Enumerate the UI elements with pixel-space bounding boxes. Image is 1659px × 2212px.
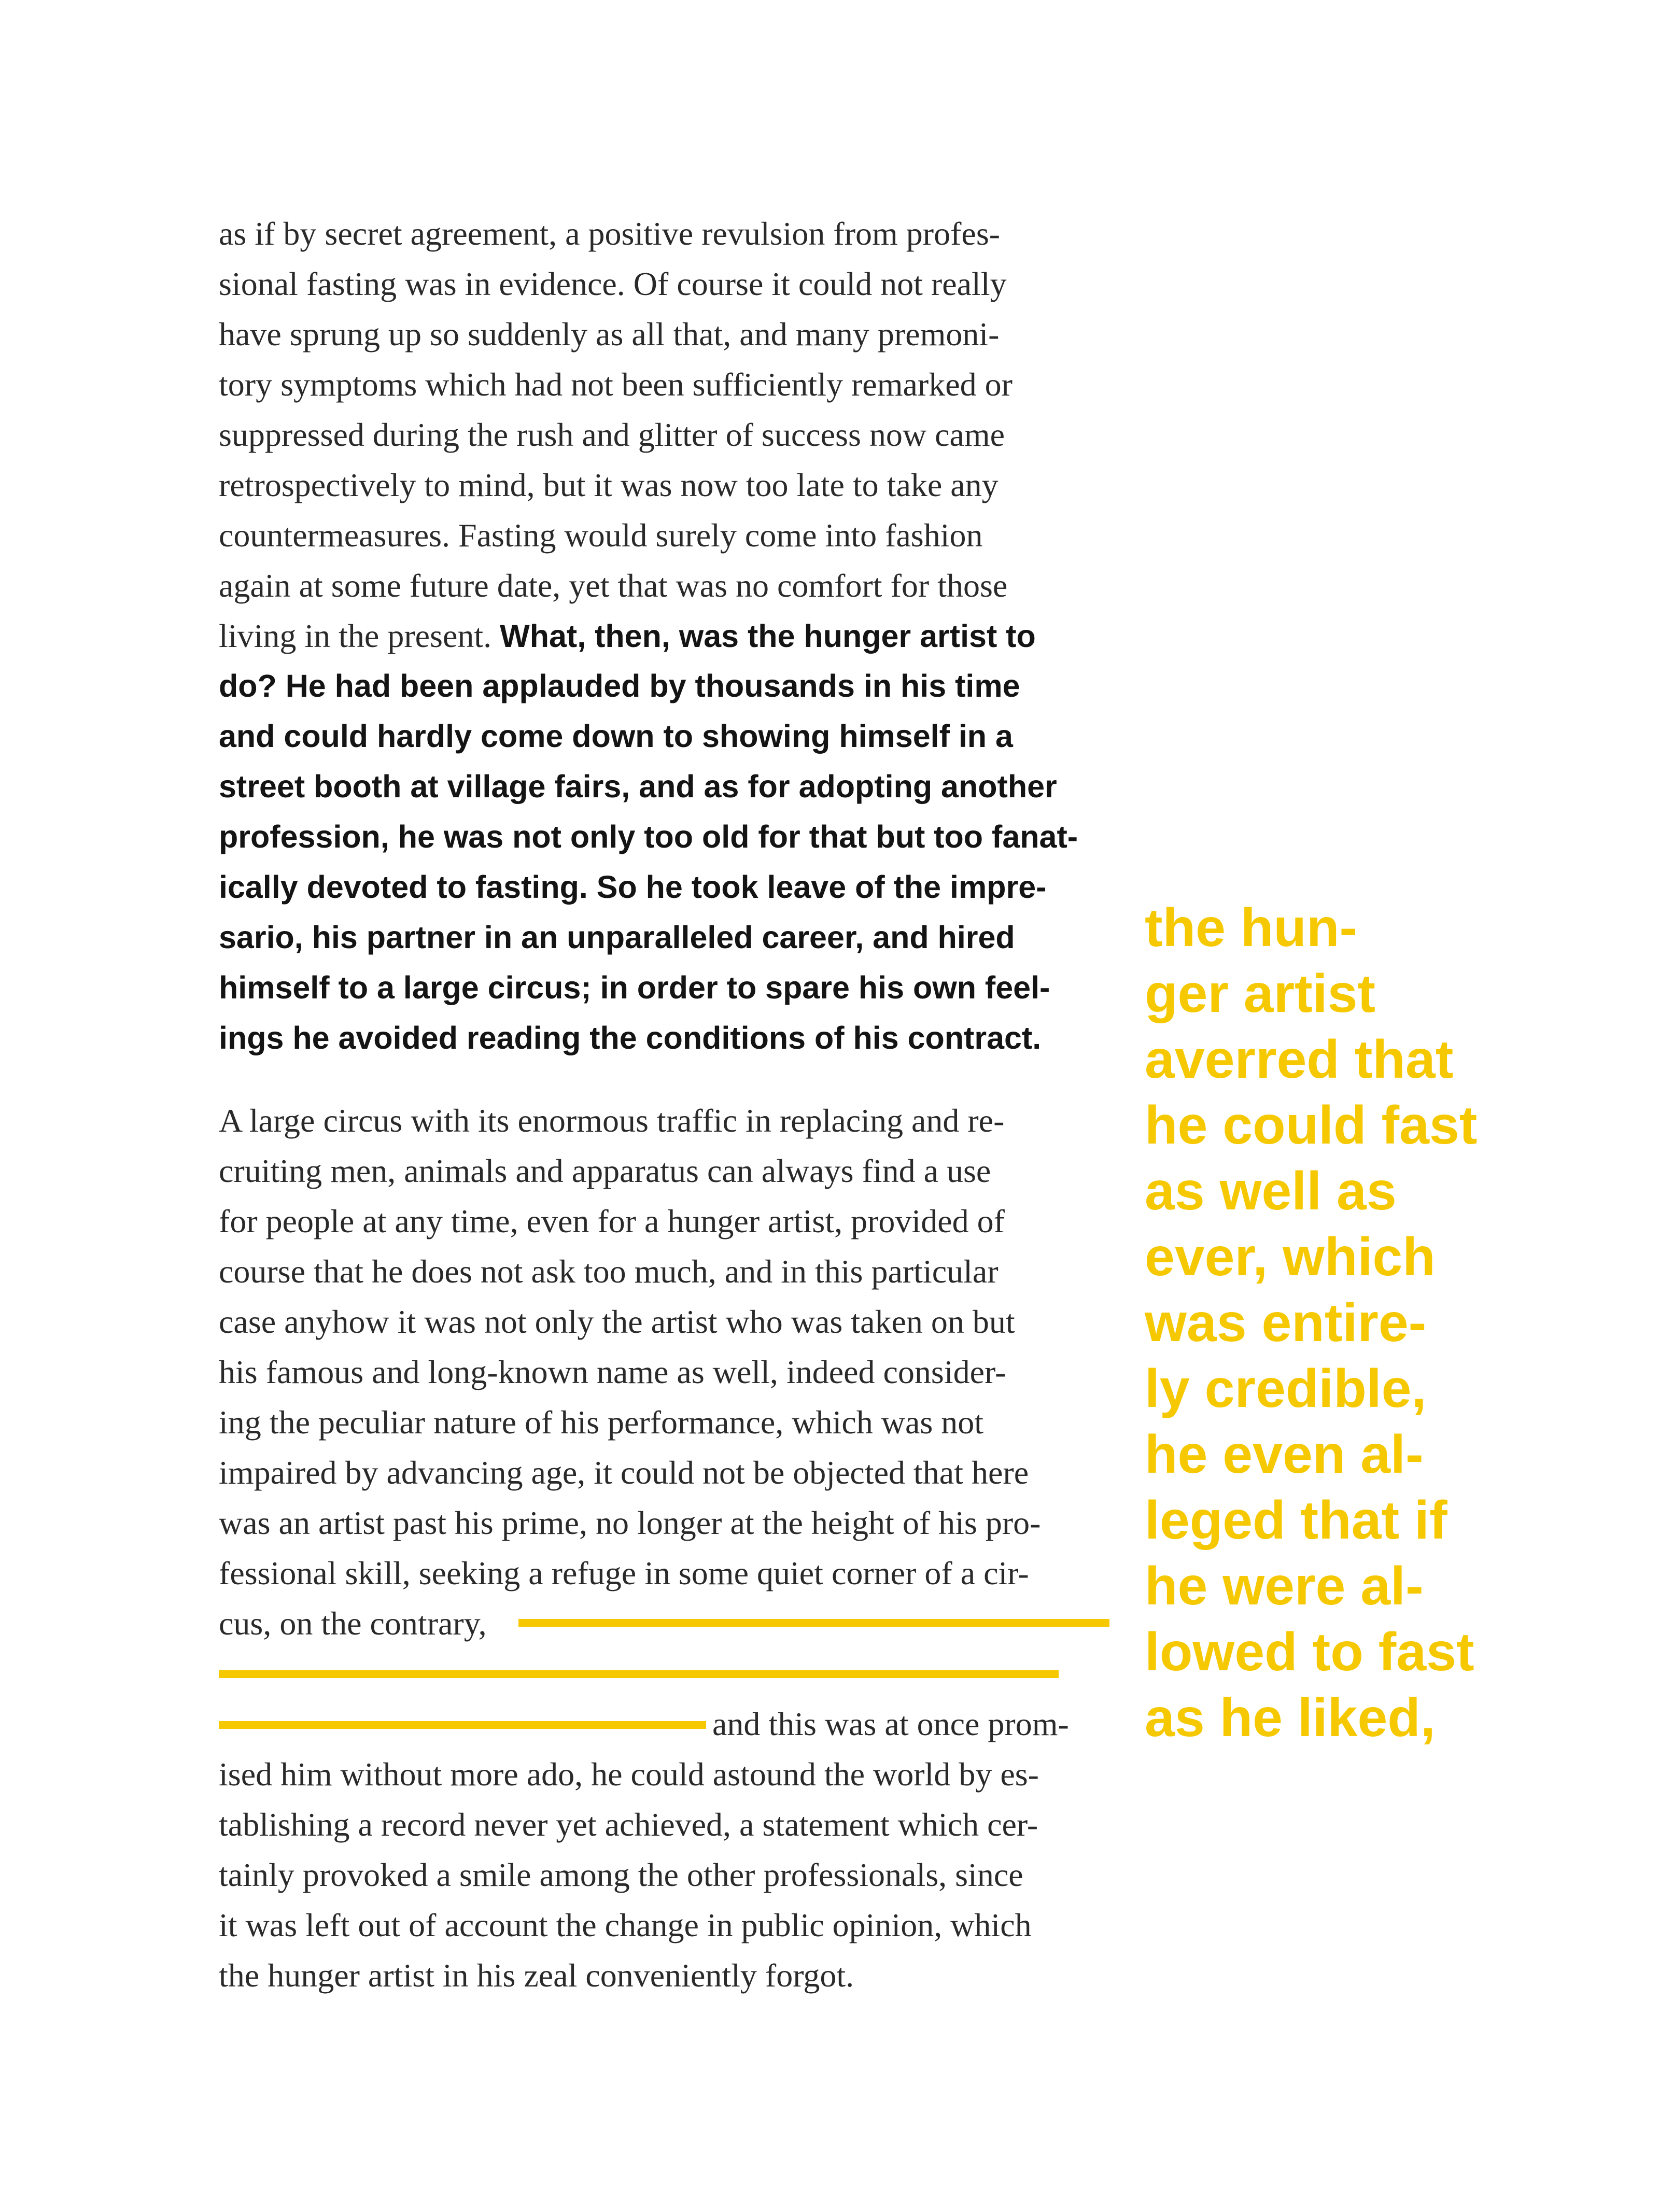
pull-quote-line: ever, which (1145, 1227, 1436, 1287)
text-line: and this was at once prom- (712, 1706, 1069, 1742)
pull-quote-line: the hun- (1145, 898, 1358, 958)
pull-quote-line: as he liked, (1145, 1688, 1436, 1748)
text-line: impaired by advancing age, it could not be objected that here (219, 1454, 1029, 1491)
text-line: tainly provoked a smile among the other professionals, since (219, 1856, 1023, 1893)
bold-text-line: himself to a large circus; in order to spare his own feel- (219, 970, 1050, 1005)
text-line: his famous and long-known name as well, indeed consider- (219, 1354, 1006, 1390)
redaction-rule (219, 1670, 1059, 1678)
text-line: A large circus with its enormous traffic in replacing and re- (219, 1102, 1005, 1139)
text-line: sional fasting was in evidence. Of course it could not really (219, 265, 1007, 302)
text-line: again at some future date, yet that was no comfort for those (219, 567, 1008, 604)
pull-quote-line: he even al- (1145, 1425, 1424, 1485)
text-line: case anyhow it was not only the artist who was taken on but (219, 1303, 1015, 1340)
text-line: have sprung up so suddenly as all that, and many premoni- (219, 316, 1000, 353)
text-line: was an artist past his prime, no longer at the height of his pro- (219, 1504, 1041, 1541)
text-line: fessional skill, seeking a refuge in some quiet corner of a cir- (219, 1555, 1029, 1591)
mixed-text-line (219, 611, 1036, 661)
text-line: ised him without more ado, he could astound the world by es- (219, 1756, 1039, 1793)
text-line: tablishing a record never yet achieved, a statement which cer- (219, 1806, 1038, 1843)
text-line: cus, on the contrary, (219, 1605, 487, 1642)
text-line: the hunger artist in his zeal conveniently forgot. (219, 1957, 854, 1994)
bold-text-line: sario, his partner in an unparalleled career, and hired (219, 920, 1015, 955)
bold-text-line: ings he avoided reading the conditions of his contract. (219, 1020, 1042, 1055)
bold-text-line: street booth at village fairs, and as for adopting another (219, 769, 1057, 804)
pull-quote-line: leged that if (1145, 1490, 1447, 1551)
pull-quote-line: lowed to fast (1145, 1622, 1474, 1682)
bold-text-line: and could hardly come down to showing himself in a (219, 718, 1013, 754)
pull-quote-line: he were al- (1145, 1556, 1424, 1616)
pull-quote-line: he could fast (1145, 1095, 1478, 1156)
pull-quote-line: was entire- (1145, 1293, 1427, 1353)
pull-quote-line: ger artist (1145, 964, 1376, 1024)
redaction-rule (219, 1721, 706, 1729)
text-line: retrospectively to mind, but it was now too late to take any (219, 467, 999, 503)
redaction-rule (518, 1619, 1109, 1627)
text-line: cruiting men, animals and apparatus can always find a use (219, 1152, 991, 1189)
pull-quote (1145, 0, 1611, 2212)
bold-text-line: ically devoted to fasting. So he took leave of the impre- (219, 869, 1047, 905)
text-line: countermeasures. Fasting would surely come into fashion (219, 517, 983, 554)
text-line: for people at any time, even for a hunger artist, provided of (219, 1203, 1005, 1239)
text-line: ing the peculiar nature of his performance, which was not (219, 1404, 984, 1441)
text-line: tory symptoms which had not been sufficiently remarked or (219, 366, 1013, 403)
bold-text-line: profession, he was not only too old for that but too fanat- (219, 819, 1078, 854)
pull-quote-line: as well as (1145, 1161, 1397, 1221)
pull-quote-line: ly credible, (1145, 1359, 1427, 1419)
text-line: course that he does not ask too much, and in this particular (219, 1253, 999, 1290)
pull-quote-line: averred that (1145, 1030, 1454, 1090)
plain-text-run: living in the present. (219, 617, 500, 654)
bold-text-run: What, then, was the hunger artist to (500, 618, 1036, 654)
text-line: it was left out of account the change in public opinion, which (219, 1907, 1032, 1943)
text-line: as if by secret agreement, a positive revulsion from profes- (219, 215, 1001, 252)
main-text-column (219, 0, 1110, 2212)
bold-text-line: do? He had been applauded by thousands in his time (219, 668, 1020, 703)
text-line: suppressed during the rush and glitter of success now came (219, 416, 1005, 453)
